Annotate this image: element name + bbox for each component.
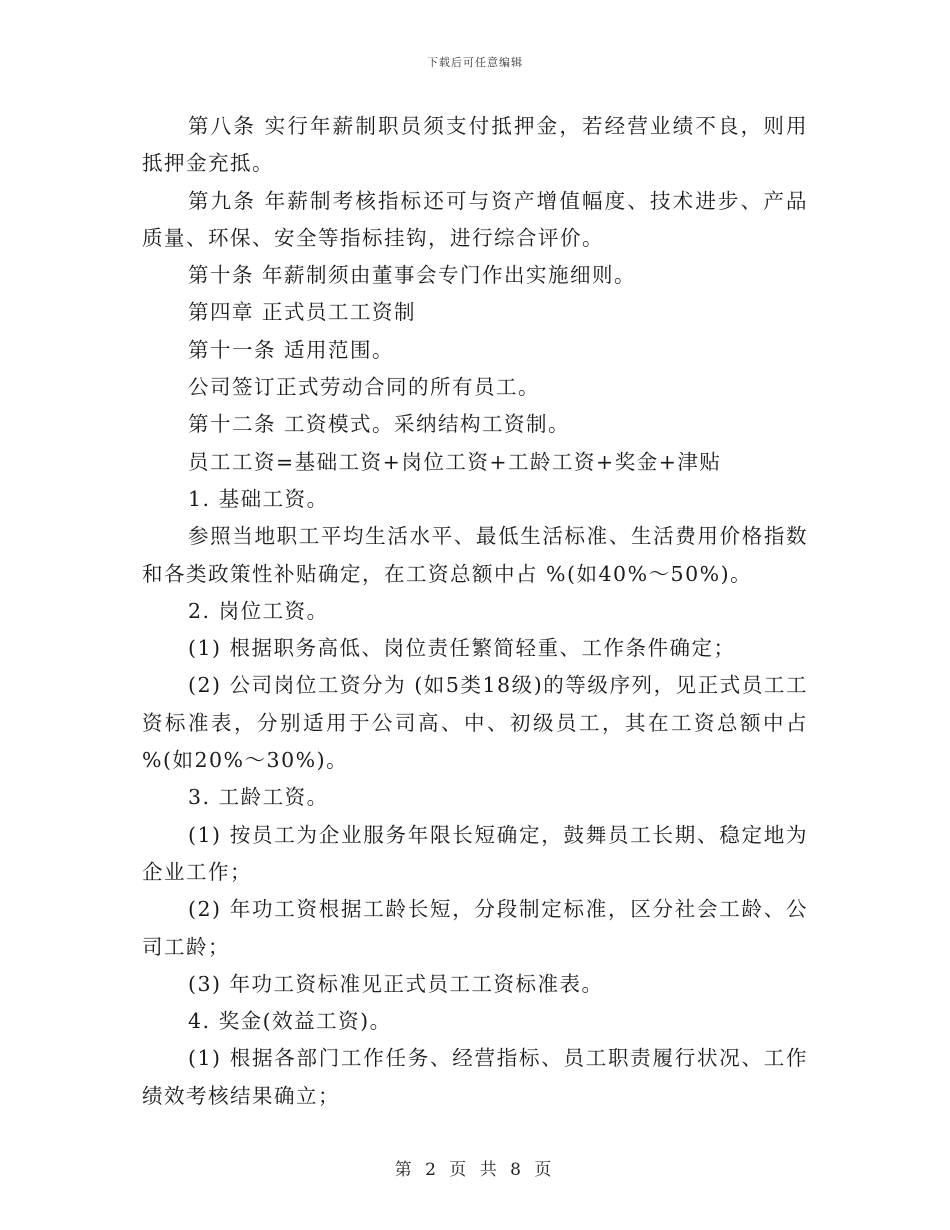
paragraph-seniority-1: (1) 按员工为企业服务年限长短确定，鼓舞员工长期、稳定地为企业工作； [142,822,808,884]
paragraph-article-9: 第九条 年薪制考核指标还可与资产增值幅度、技术进步、产品质量、环保、安全等指标挂钩，进行综合评价。 [142,188,808,250]
paragraph-bonus-1: (1) 根据各部门工作任务、经营指标、员工职责履行状况、工作绩效考核结果确立； [142,1046,808,1108]
page-number: 第 2 页 共 8 页 [394,1160,556,1180]
paragraph-position-2: (2) 公司岗位工资分为 (如5类18级)的等级序列，见正式员工工资标准表，分别适用于公司高、中、初级员工，其在工资总额中占 %(如20%～30%)。 [142,673,808,773]
paragraph-article-11: 第十一条 适用范围。 [188,337,395,362]
paragraph-article-10: 第十条 年薪制须由董事会专门作出实施细则。 [188,263,637,288]
paragraph-item-2: 2. 岗位工资。 [188,598,329,623]
paragraph-scope: 公司签订正式劳动合同的所有员工。 [188,375,540,400]
paragraph-item-4: 4. 奖金(效益工资)。 [188,1009,392,1034]
paragraph-item-1: 1. 基础工资。 [188,486,329,511]
chapter-heading: 第四章 正式员工工资制 [188,300,417,325]
paragraph-article-8: 第八条 实行年薪制职员须支付抵押金，若经营业绩不良，则用抵押金充抵。 [142,114,808,176]
header-note: 下载后可任意编辑 [427,56,523,69]
paragraph-salary-formula: 员工工资=基础工资+岗位工资+工龄工资+奖金+津贴 [188,449,722,474]
document-body [142,108,808,1115]
paragraph-item-3: 3. 工龄工资。 [188,785,329,810]
paragraph-seniority-3: (3) 年功工资标准见正式员工工资标准表。 [188,971,604,996]
paragraph-article-12: 第十二条 工资模式。采纳结构工资制。 [188,412,571,437]
paragraph-seniority-2: (2) 年功工资根据工龄长短，分段制定标准，区分社会工龄、公司工龄； [142,897,808,959]
paragraph-base-salary: 参照当地职工平均生活水平、最低生活标准、生活费用价格指数和各类政策性补贴确定，在工资总额中占 %(如40%～50%)。 [142,524,808,586]
paragraph-position-1: (1) 根据职务高低、岗位责任繁简轻重、工作条件确定； [188,636,736,661]
